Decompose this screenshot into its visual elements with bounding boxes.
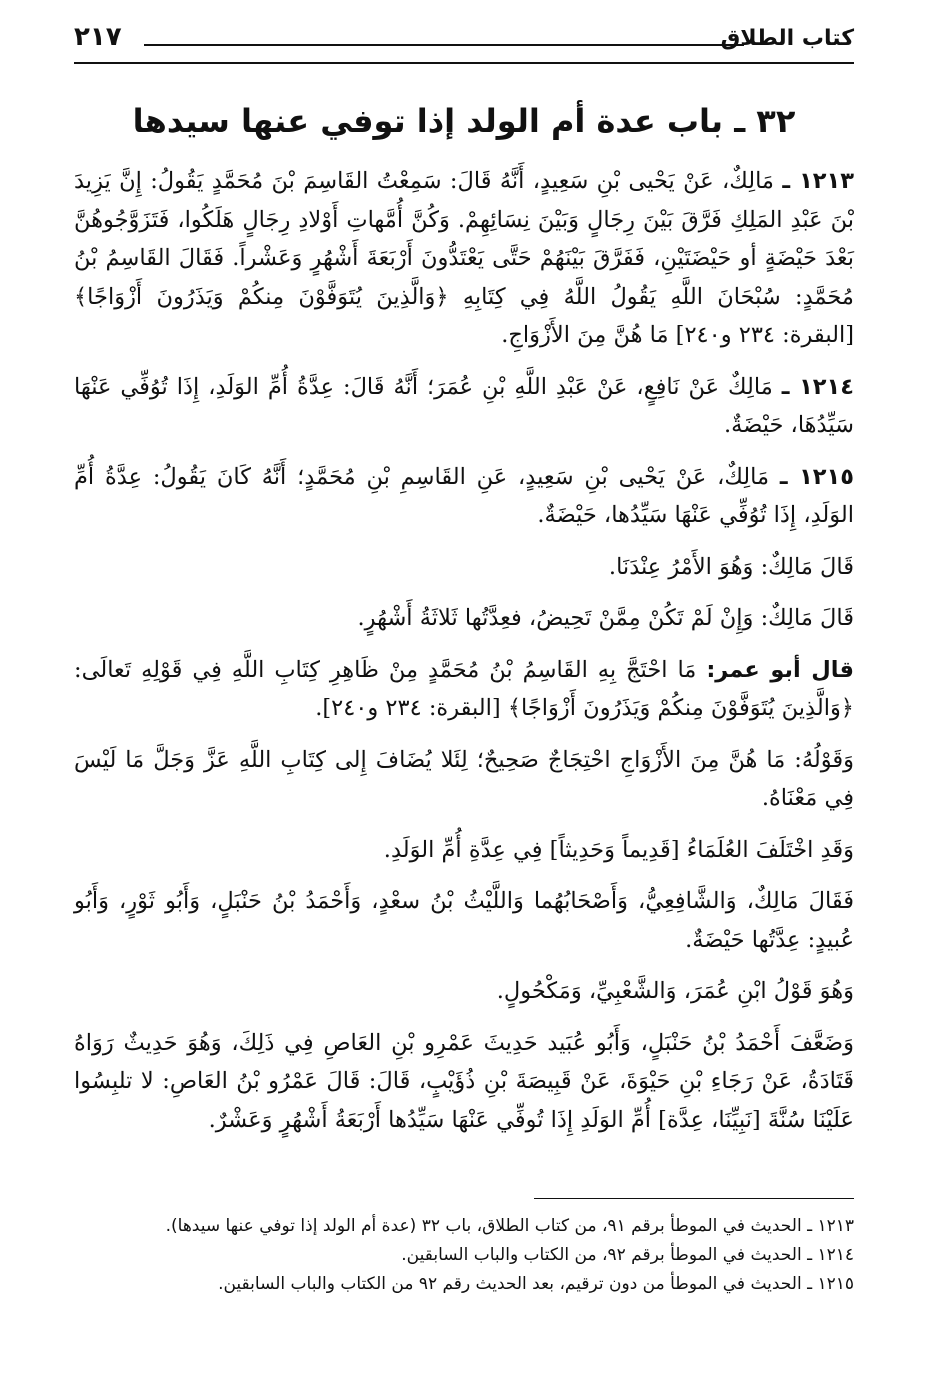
hadith-1214 [74,368,854,445]
hadith-text: مَالِكٌ عَنْ نَافِعٍ، عَنْ عَبْدِ اللَّهِ بْنِ عُمَرَ؛ أَنَّهُ قَالَ: عِدَّةُ أُمِّ الوَلَدِ، إِذَا تُوُفِّي عَنْهَا سَيِّدُهَا، حَيْضَةٌ. [74,373,854,438]
hadith-text: مَالِكٌ، عَنْ يَحْيى بْنِ سَعِيدٍ، أَنَّهُ قَالَ: سَمِعْتُ القَاسِمَ بْنَ مُحَمَّدٍ يَقُولُ: إِنَّ يَزِيدَ بْنَ عَبْدِ المَلِكِ فَرَّقَ بَيْنَ رِجَالٍ وَبَيْنَ نِسَائِهِمْ. وَكُنَّ أُمَّهاتِ أَوْلادِ رِجَالٍ هَلَكُوا، فَتَزَوَّجُوهُنَّ بَعْدَ حَيْضَةٍ أو حَيْضَتَيْنِ، فَفَرَّقَ بَيْنَهُمْ حَتَّى يَعْتَدُّونَ أَرْبَعَةَ أَشْهُرٍ وَعَشْراً. فَقَالَ القَاسِمُ بْنُ مُحَمَّدٍ: سُبْحَانَ اللَّهِ يَقُولُ اللَّهُ فِي كِتَابِهِ ﴿وَالَّذِينَ يُتَوَفَّوْنَ مِنكُمْ وَيَذَرُونَ أَزْوَاجًا﴾ [البقرة: ٢٣٤ و٢٤٠] مَا هُنَّ مِنَ الأَزْوَاجِ. [74,168,854,348]
chapter-title: ٣٢ ـ باب عدة أم الولد إذا توفي عنها سيدها [132,102,796,140]
paragraph [74,882,854,959]
paragraph [74,599,854,638]
paragraph [74,548,854,587]
running-header [74,18,854,64]
paragraph-text: وَقَدِ اخْتَلَفَ العُلَمَاءُ [قَدِيماً وَحَدِيثاً] فِي عِدَّةِ أُمِّ الوَلَدِ. [383,836,854,863]
header-rule [144,44,744,46]
commentary-lead: قال أبو عمر: [706,656,854,683]
paragraph-text: وَهُوَ قَوْلُ ابْنِ عُمَرَ، وَالشَّعْبِيِّ، وَمَكْحُولٍ. [496,978,854,1004]
hadith-1215 [74,458,854,535]
paragraph [74,1024,854,1140]
paragraph [74,972,854,1011]
hadith-number: ١٢١٥ ـ [779,463,854,490]
paragraph-text: مَا احْتَجَّ بِهِ القَاسِمُ بْنُ مُحَمَّدٍ مِنْ ظَاهِرِ كِتَابِ اللَّهِ فِي قَوْلِهِ تَعالَى: ﴿وَالَّذِينَ يُتَوَفَّوْنَ مِنكُمْ وَيَذَرُونَ أَزْوَاجًا﴾ [البقرة: ٢٣٤ و٢٤٠]. [74,656,854,721]
footnote: ١٢١٤ ـ الحديث في الموطأ برقم ٩٢، من الكتاب والباب السابقين. [401,1245,854,1265]
footnotes [74,1198,854,1300]
footnote: ١٢١٥ ـ الحديث في الموطأ من دون ترقيم، بعد الحديث رقم ٩٢ من الكتاب والباب السابقين. [218,1274,854,1294]
hadith-1213 [74,162,854,355]
footnote: ١٢١٣ ـ الحديث في الموطأ برقم ٩١، من كتاب الطلاق، باب ٣٢ (عدة أم الولد إذا توفي عنها سيدها). [165,1216,854,1236]
commentary-paragraph [74,651,854,728]
paragraph [74,741,854,818]
paragraph-text: وَضَعَّفَ أَحْمَدُ بْنُ حَنْبَلٍ، وَأَبُو عُبَيد حَدِيثَ عَمْرِو بْنِ العَاصِ فِي ذَلِكَ، وَهُوَ حَدِيثٌ رَوَاهُ قَتَادَةُ، عَنْ رَجَاءِ بْنِ حَيْوَةَ، عَنْ قَبِيصَةَ بْنِ ذُؤَيْبٍ، قَالَ: قَالَ عَمْرُو بْنُ العَاصِ: لا تلبِسُوا عَلَيْنَا سُنَّةَ [نَبِيِّنَا، عِدَّة] أُمِّ الوَلَدِ إِذَا تُوفِّي عَنْهَا سَيِّدُها أَرْبَعَةُ أَشْهُرٍ وَعَشْرٌ. [74,1029,854,1133]
book-page [74,18,854,1378]
paragraph-text: وَقَوْلُهُ: مَا هُنَّ مِنَ الأَزْوَاجِ احْتِجَاجٌ صَحِيحٌ؛ لِئَلا يُضَافَ إِلى كِتَابِ اللَّهِ عَزَّ وَجَلَّ مَا لَيْسَ فِي مَعْنَاهُ. [74,746,854,811]
paragraph [74,831,854,870]
paragraph-text: فَقَالَ مَالِكٌ، وَالشَّافِعِيُّ، وَأَصْحَابُهُما وَاللَّيْثُ بْنُ سعْدٍ، وَأَحْمَدُ بْنُ حَنْبَلٍ، وَأَبُو ثَوْرٍ، وَأَبُو عُبيدٍ: عِدَّتُها حَيْضَةٌ. [74,888,854,953]
footnote-rule [534,1198,854,1199]
hadith-number: ١٢١٣ ـ [782,168,855,194]
main-text [74,162,854,1139]
hadith-text: مَالِكٌ، عَنْ يَحْيى بْنِ سَعِيدٍ، عَنِ القَاسِمِ بْنِ مُحَمَّدٍ؛ أَنَّهُ كَانَ يَقُولُ: عِدَّةُ أُمِّ الوَلَدِ، إِذَا تُوُفِّي عَنْهَا سَيِّدُها، حَيْضَةٌ. [74,463,854,528]
paragraph-text: قَالَ مَالِكٌ: وَإِنْ لَمْ تَكُنْ مِمَّنْ تَحِيضُ، فعِدَّتُها ثَلاثَةُ أَشْهُرٍ. [357,605,854,631]
page-number: ٢١٧ [74,22,122,52]
book-title: كتاب الطلاق [720,26,854,51]
paragraph-text: قَالَ مَالِكٌ: وَهُوَ الأَمْرُ عِنْدَنَا. [608,553,854,580]
hadith-number: ١٢١٤ ـ [781,373,854,400]
